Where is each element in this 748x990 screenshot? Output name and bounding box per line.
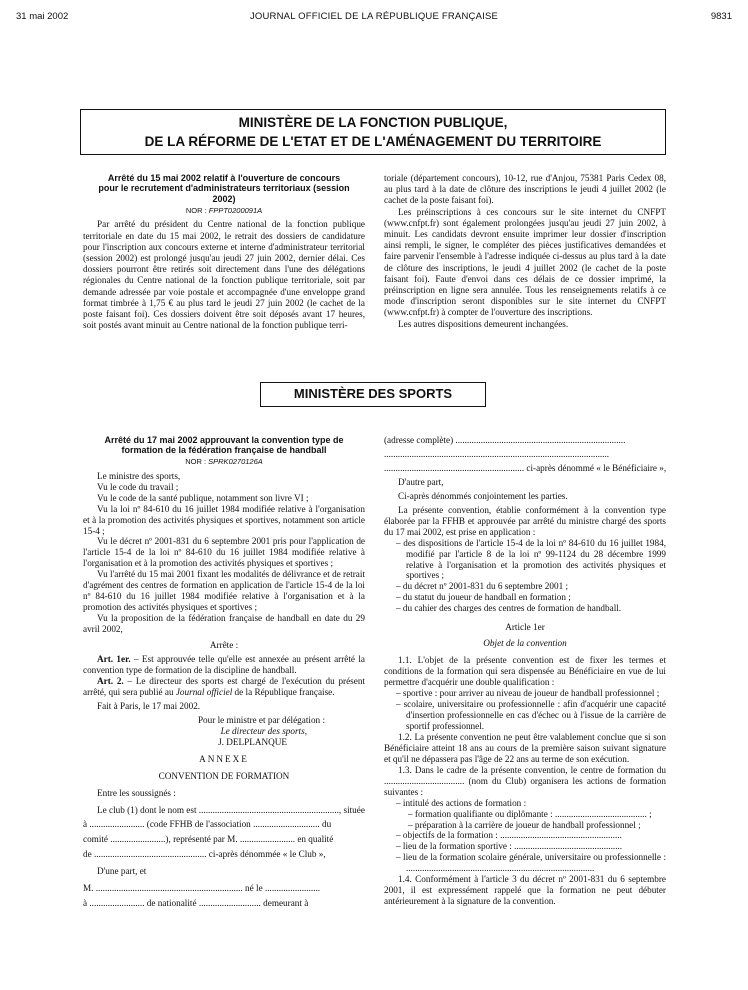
nor-label: NOR : — [185, 456, 209, 466]
beneficiary-line: M. ................................................................ né le ........................ — [83, 883, 321, 894]
article-1 — [83, 654, 365, 676]
arrete1-paragraph: Par arrêté du président du Centre national de la fonction publique territoriale en date du 15 mai 2002, le retrait des dossiers de candidature pour l'inscription aux concours externe et interne d'administrateur territorial (session 2002) est prolongé jusqu'au jeudi 27 juin 2002, dernier délai. Ces dossiers pourront être retirés soit directement dans l'une des délégations régionales du Centre national de la fonction publique territoriale, soit par demande adressée par voie postale et accompagnée d'une enveloppe grand format timbrée à 1,75 € au plus tard le jeudi 27 juin 2002 (le cachet de la poste faisant foi). Ces dossiers doivent être soit déposés avant 17 heures, soit postés avant minuit au Centre national de la fonction publique terri- — [83, 219, 365, 331]
nor-code: FPPT0200091A — [208, 206, 263, 216]
ministry-heading-line2: DE LA RÉFORME DE L'ETAT ET DE L'AMÉNAGEMENT DU TERRITOIRE — [144, 134, 602, 149]
ministry-heading-fonction-publique — [80, 109, 666, 155]
arrete2-title: Arrêté du 17 mai 2002 approuvant la convention type de formation de la fédération française de handball — [104, 435, 344, 456]
arrete1-left-column — [83, 173, 365, 331]
article-1-text: – Est approuvée telle qu'elle est annexée au présent arrêté la convention type de formation de la discipline de handball. — [83, 654, 365, 675]
signature-title: Le directeur des sports, — [220, 725, 307, 736]
visa: Le ministre des sports, — [97, 470, 181, 481]
article-1-label: Art. 1er. — [97, 654, 131, 665]
article-2-text-b: de la République française. — [232, 686, 335, 697]
ministry-heading-line1: MINISTÈRE DE LA FONCTION PUBLIQUE, — [238, 115, 508, 130]
qualification-item: – sportive : pour arriver au niveau de joueur de handball professionnel ; — [396, 688, 660, 699]
beneficiary-line: à ........................ de nationalité ........................... demeurant à — [83, 898, 309, 909]
arrete1-right-column — [384, 173, 666, 330]
paragraph-1-4: 1.4. Conformément à l'article 3 du décret nº 2001-831 du 6 septembre 2001, il est expressément rappelé que la formation ne peut débuter antérieurement à la signature de la convention. — [384, 874, 666, 907]
visa: Vu le décret nº 2001-831 du 6 septembre 2001 pris pour l'application de l'article 15-4 de la loi nº 84-610 du 16 juillet 1984 modifiée relative à l'organisation et à la promotion des activités physiques et sportives ; — [83, 536, 365, 569]
application-item: – du statut du joueur de handball en formation ; — [396, 592, 571, 603]
application-item: – du cahier des charges des centres de formation de handball. — [396, 603, 622, 614]
formation-subitem: – préparation à la carrière de joueur de handball professionnel ; — [408, 819, 641, 830]
application-item: – des dispositions de l'article 15-4 de la loi nº 84-610 du 16 juillet 1984, modifié par l'article 8 de la loi nº 99-1124 du 28 décembre 1999 relative à l'organisation et la promotion des activités physiques et sportives ; — [396, 537, 666, 581]
formation-item: – lieu de la formation sportive : ............................................... — [396, 841, 623, 852]
arrete1-paragraph: Les préinscriptions à ces concours sur le site internet du CNFPT (www.cnfpt.fr) sont également prolongées jusqu'au jeudi 27 juin 2002, à minuit. Les candidats devront ensuite imprimer leur dossier d'inscription ainsi rempli, le signer, le compléter des pièces justificatives demandées et faire parvenir l'ensemble à l'adresse indiquée ci-dessus au plus tard à la date de clôture des inscriptions, le jeudi 4 juillet 2002 (le cachet de la poste faisant foi). Faute d'envoi dans ces délais de ce dossier imprimé, la préinscription en ligne sera annulée. Tous les renseignements relatifs à ce mode d'inscription seront disponibles sur le site internet du CNFPT (www.cnfpt.fr) à compter de l'ouverture des inscriptions. — [384, 206, 666, 318]
fait-a-paris: Fait à Paris, le 17 mai 2002. — [97, 700, 201, 711]
article-2 — [83, 676, 365, 698]
ministry-heading-line1: MINISTÈRE DES SPORTS — [293, 386, 453, 401]
signature-line2 — [83, 726, 365, 737]
article-2-label: Art. 2. — [97, 675, 124, 686]
arrete2-right-column — [384, 435, 666, 907]
application-item: – du décret nº 2001-831 du 6 septembre 2001 ; — [396, 581, 569, 592]
address-line: .................................................................................................. — [384, 448, 610, 459]
club-line: à ........................ (code FFHB de l'association ............................. du — [83, 819, 332, 830]
arrete1-paragraph: toriale (département concours), 10-12, rue d'Anjou, 75381 Paris Cedex 08, au plus tard à la date de clôture des inscriptions le jeudi 4 juillet 2002 (le cachet de la poste faisant foi). — [384, 173, 666, 206]
visa: Vu l'arrêté du 15 mai 2001 fixant les modalités de délivrance et de retrait d'agrément des centres de formation en application de l'article 15-4 de la loi nº 84-610 du 16 juillet 1984 modifiée relative à l'organisation et à la promotion des activités physiques et sportives ; — [83, 569, 365, 613]
header-page-number: 9831 — [710, 11, 732, 22]
paragraph-1-2: 1.2. La présente convention ne peut être valablement conclue que si son Bénéficiaire atteint 18 ans au cours de la première saison suivant signature et qu'il ne dépassera pas l'âge de 22 ans au terme de son exécution. — [384, 731, 666, 764]
nor-label: NOR : — [185, 206, 209, 216]
formation-item: – objectifs de la formation : ..................................................... — [396, 830, 622, 841]
address-line: (adresse complète) .......................................................................... — [384, 435, 626, 445]
ministry-heading-sports — [260, 382, 486, 407]
convention-heading: CONVENTION DE FORMATION — [158, 770, 290, 781]
paragraph-1-1: 1.1. L'objet de la présente convention est de fixer les termes et conditions de la formation qui sera dispensée au Bénéficiaire en vue de lui permettre d'acquérir une double qualification : — [384, 655, 666, 688]
signature-name: J. DELPLANQUE — [218, 736, 287, 747]
header-journal: JOURNAL OFFICIEL DE LA RÉPUBLIQUE FRANÇAISE — [249, 11, 499, 22]
dune-part: D'une part, et — [97, 866, 147, 877]
objet-heading: Objet de la convention — [483, 638, 567, 649]
visa: Vu la loi nº 84-610 du 16 juillet 1984 modifiée relative à l'organisation et à la promotion des activités physiques et sportives, notamment son article 15-4 ; — [83, 503, 365, 536]
entre-soussignes: Entre les soussignés : — [97, 787, 176, 798]
visa: Vu le code de la santé publique, notamment son livre VI ; — [97, 492, 309, 503]
arrete2-nor — [83, 457, 365, 468]
nor-code: SPRK0270126A — [208, 456, 263, 466]
ci-apres: Ci-après dénommés conjointement les parties. — [398, 490, 568, 501]
arrete1-title: Arrêté du 15 mai 2002 relatif à l'ouverture de concours pour le recrutement d'administrateurs territoriaux (session 2002) — [98, 173, 350, 204]
article-1-heading: Article 1er — [505, 622, 545, 633]
article-2-text-a: – Le directeur des sports est chargé de l'exécution du présent arrêté, qui sera publié au — [83, 675, 365, 697]
arrete-word: Arrête : — [209, 640, 239, 651]
address-line: ............................................................. ci-après dénommé « le Bénéficiaire », — [384, 462, 666, 473]
visa: Vu la proposition de la fédération française de handball en date du 29 avril 2002, — [83, 613, 365, 635]
qualification-item: – scolaire, universitaire ou professionnelle : afin d'acquérir une capacité d'insertion professionnelle en cas d'échec ou à l'issue de la carrière de sportif professionnel. — [396, 699, 666, 731]
journal-officiel-ref: Journal officiel — [175, 686, 233, 697]
formation-subitem: – formation qualifiante ou diplômante : ........................................ ; — [408, 808, 652, 819]
club-line: de ................................................. ci-après dénommée « le Club », — [83, 849, 326, 860]
signature-line1: Pour le ministre et par délégation : — [197, 714, 325, 725]
arrete1-paragraph: Les autres dispositions demeurent inchangées. — [398, 318, 569, 329]
dautre-part: D'autre part, — [398, 476, 444, 487]
visa: Vu le code du travail ; — [97, 481, 179, 492]
club-line: comité ........................), représenté par M. ........................ en qualité — [83, 834, 334, 845]
formation-item: – lieu de la formation scolaire générale, universitaire ou professionnelle : .................................................................................. — [396, 852, 666, 874]
arrete1-nor — [83, 205, 365, 216]
club-line: Le club (1) dont le nom est ............................................................., située — [97, 804, 365, 815]
arrete2-left-column — [83, 435, 365, 909]
formation-item: – intitulé des actions de formation : — [396, 797, 527, 808]
paragraph-1-3: 1.3. Dans le cadre de la présente convention, le centre de formation du ................................... (nom du Club) organisera les actions de formation suivantes : — [384, 764, 666, 797]
page-header — [16, 11, 732, 27]
presente-convention: La présente convention, établie conformément à la convention type élaborée par la FFHB et approuvée par arrêté du ministre chargé des sports du 17 mai 2002, est prise en application : — [384, 504, 666, 537]
header-date: 31 mai 2002 — [16, 11, 69, 22]
annexe-heading: ANNEXE — [199, 753, 249, 764]
